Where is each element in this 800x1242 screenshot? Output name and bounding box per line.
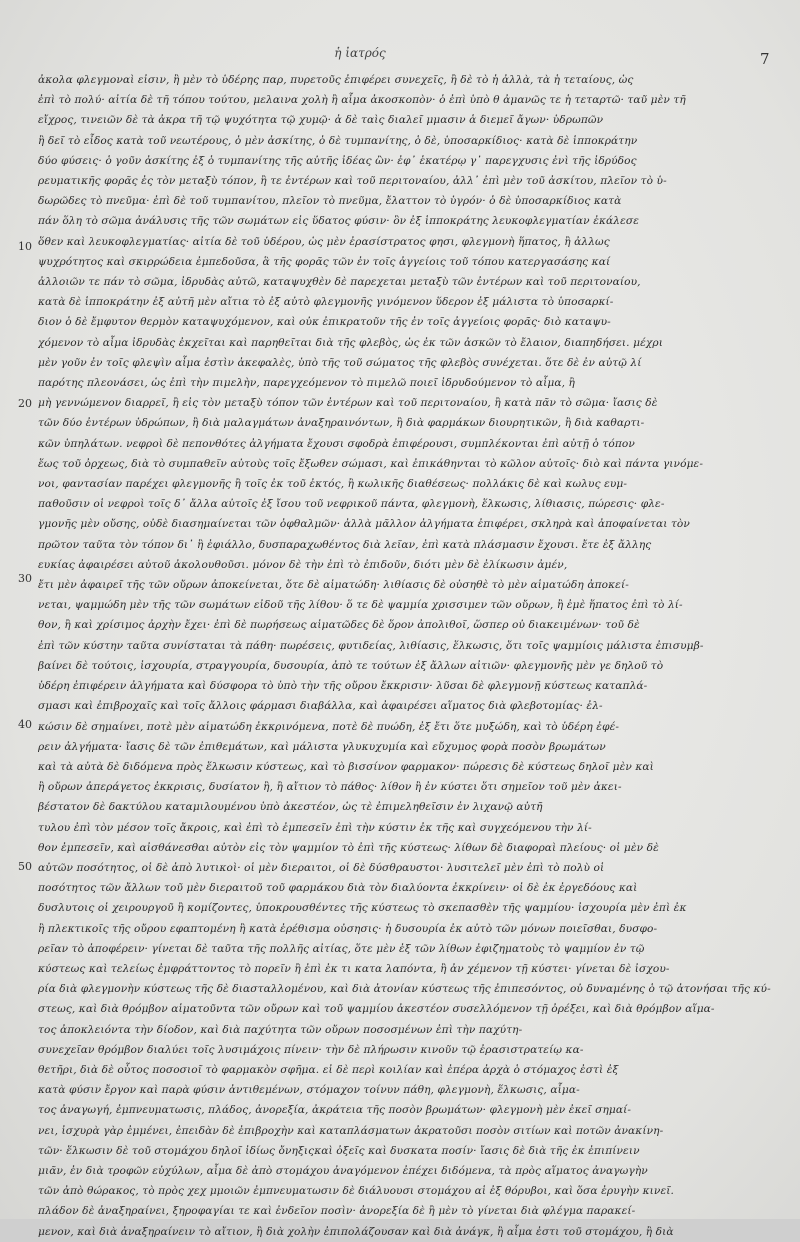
text-line: κῶν ὑπηλάτων. νεφροὶ δὲ πεπονθότες ἀλγήματα ἔχουσι σφοδρὰ ἐπιφέρουσι, συμπλέκονται ἐπὶ αὐτῇ ὁ τόπον	[38, 437, 635, 450]
text-line: ἕως τοῦ ὀρχεως, διὰ τὸ συμπαθεῖν αὐτοὺς τοῖς ἔξωθεν σώμασι, καὶ ἐπικάθηνται τὸ κῶλον αὐτοῖς· διὸ καὶ πάντα γινόμε-	[38, 457, 704, 470]
text-line: μὴ γεννώμενον διαρρεῖ, ἢ εἰς τὸν μεταξὺ τόπον τῶν ἐντέρων καὶ τοῦ περιτοναίου, ἢ κατὰ πᾶν τὸ σῶμα· ἴασις δὲ	[38, 397, 658, 410]
text-line: ὅθεν καὶ λευκοφλεγματίας· αἰτία δὲ τοῦ ὑδέρου, ὡς μὲν ἐρασίστρατος φησι, φλεγμονὴ ἥπατος, ἢ ἀλλως	[38, 235, 610, 248]
text-line: τυλου ἐπὶ τὸν μέσον τοῖς ἄκροις, καὶ ἐπὶ τὸ ἐμπεσεῖν ἐπὶ τὴν κύστιν ἐκ τῆς καὶ συγχεόμενου τὴν λί-	[38, 821, 592, 834]
text-line: θον ἐμπεσεῖν, καὶ αἰσθάνεσθαι αὐτὸν εἰς τὸν ψαμμίον τὸ ἐπὶ τῆς κύστεως· λίθων δὲ διαφοραὶ πλείους· οἱ μὲν δὲ	[38, 841, 659, 854]
text-line: κατὰ δὲ ἱπποκράτην ἐξ αὐτῆ μὲν αἴτια τὸ ἐξ αὐτὸ φλεγμονῆς γινόμενον ὕδερον ἐξ μάλιστα τὸ ὑποσαρκί-	[38, 296, 614, 309]
text-line: ευκίας ἀφαιρέσει αὐτοῦ ἀκολουθοῦσι. μόνον δὲ τὴν ἐπὶ τὸ ἐπιδοῦν, διότι μὲν δὲ ἐλίκωσιν ἀμέν,	[38, 558, 568, 571]
text-line: βέστατον δὲ δακτύλου καταμιλουμένου ὑπὸ ἀκεστέον, ὡς τὲ ἐπιμεληθεῖσιν ἐν λιχανῷ αὐτῆ	[38, 801, 543, 814]
text-line: μενον, καὶ διὰ ἀναξηραίνειν τὸ αἴτιον, ἢ διὰ χολὴν ἐπιπολάζουσαν καὶ διὰ ἀνάγκ, ἢ αἷμα ἐστι τοῦ στομάχου, ἢ διὰ	[38, 1225, 674, 1238]
text-line: τῶν· ἕλκωσιν δὲ τοῦ στομάχου δηλοῖ ἰδίως ὄνηξιςκαὶ ὀξεῖς καὶ δυσκατα ποσίν· ἴασις δὲ διὰ τῆς ἐκ ἐπιπίνειν	[38, 1144, 640, 1157]
text-line: νει, ἰσχυρὰ γὰρ ἐμμένει, ἐπειδὰν δὲ ἐπιβροχὴν καὶ καταπλάσματων ἀκρατοῦσι ποσὸν σιτίων καὶ ποτῶν ἀνακίνη-	[38, 1124, 664, 1137]
line-number-30: 30	[18, 572, 32, 585]
text-line: ἔτι μὲν ἀφαιρεῖ τῆς τῶν οὔρων ἀποκείνεται, ὅτε δὲ αἱματώδη· λιθίασις δὲ οὐσηθὲ τὸ μὲν αἱματώδη ἀποκεί-	[38, 579, 629, 592]
text-line: ποσότητος τῶν ἄλλων τοῦ μὲν διεραιτοῦ τοῦ φαρμάκου διὰ τὸν διαλύοντα ἐκκρίνειν· οἱ δὲ ἐκ ἐργεδόους καὶ	[38, 882, 638, 895]
text-line: ψυχρότητος καὶ σκιρρώδεια ἐμπεδοῦσα, ἃ τῆς φορᾶς τῶν ἐν τοῖς ἀγγείοις τοῦ τόπου κατεργασάσης καί	[38, 255, 611, 268]
line-number-40: 40	[18, 718, 32, 731]
text-line: κατὰ φύσιν ἔργον καὶ παρὰ φύσιν ἀντιθεμένων, στόμαχον τοίνυν πάθη, φλεγμονὴ, ἕλκωσις, αἷμα-	[38, 1084, 580, 1097]
text-line: θον, ἢ καὶ χρίσιμος ἀρχὴν ἔχει· ἐπὶ δὲ πωρήσεως αἱματῶδες δὲ ὅρον ἀπολιθοῖ, ὥσπερ οὐ διακειμένων· τοῦ δὲ	[38, 619, 640, 632]
text-line: δυσλυτοις οἱ χειρουργοῦ ἢ κομίζοντες, ὑποκρουσθέντες τῆς κύστεως τὸ σκεπασθὲν τῆς ψαμμίου· ἰσχουρία μὲν ἐπὶ ἐκ	[38, 902, 687, 915]
text-line: ἐπὶ τὸ πολύ· αἰτία δὲ τῆ τόπου τούτου, μελαινα χολὴ ἢ αἷμα ἀκοσκοπὸν· ὁ ἐπὶ ὑπὸ θ ἀμανῶς τε ἡ τεταρτῶ· ταῦ μὲν τῆ	[38, 94, 686, 107]
text-line: ρειν ἀλγήματα· ἴασις δὲ τῶν ἐπιθεμάτων, καὶ μάλιστα γλυκυχυμία καὶ εὔχυμος φορὰ ποσὸν βρωμάτων	[38, 740, 606, 753]
text-line: δύο φύσεις· ὁ γοῦν ἀσκίτης ἐξ ὁ τυμπανίτης τῆς αὐτῆς ἰδέας ὢν· ἐφ᾽ ἑκατέρῳ γ᾽ παρεγχυσις ἐνὶ τῆς ἰδρύδος	[38, 154, 637, 167]
text-line: ρευματικῆς φορᾶς ἐς τὸν μεταξὺ τόπον, ἢ τε ἐντέρων καὶ τοῦ περιτοναίου, ἀλλ᾽ ἐπὶ μὲν τοῦ ἀσκίτου, πλεῖον τὸ ὑ-	[38, 175, 667, 188]
text-line: συνεχεῖαν θρόμβον διαλύει τοῖς λυσιμάχοις πίνειν· τὴν δὲ πλήρωσιν κινοῦν τῷ ἐρασιστρατείῳ κα-	[38, 1043, 584, 1056]
text-line: νεται, ψαμμώδη μὲν τῆς τῶν σωμάτων εἰδοῦ τῆς λίθου· ὅ τε δὲ ψαμμία χρισσιμεν τῶν οὔρων, ἢ ἐμὲ ἥπατος ἐπὶ τὸ λί-	[38, 599, 683, 612]
text-line: στεως, καὶ διὰ θρόμβον αἱματοῦντα τῶν οὔρων καὶ τοῦ ψαμμίου ἀκεστέον συσελλόμενον τῇ ὀρέξει, καὶ διὰ θρόμβον αἵμα-	[38, 1003, 715, 1016]
text-line: πρῶτον ταῦτα τὸν τόπον δι᾽ ἣ ἐφιάλλο, δυσπαραχωθέντος διὰ λεῖαν, ἐπὶ κατὰ πλάσμασιν ἔχουσι. ἔτε ἐξ ἄλλης	[38, 538, 652, 551]
text-line: σμασι καὶ ἐπιβροχαῖς καὶ τοῖς ἄλλοις φάρμασι διαβάλλα, καὶ ἀφαιρέσει αἵματος διὰ φλεβοτομίας· ἐλ-	[38, 700, 603, 713]
text-line: γμονῆς μὲν οὔσης, οὐδὲ διασημαίνεται τῶν ὀφθαλμῶν· ἀλλὰ μᾶλλον ἀλγήματα ἐπιφέρει, σκληρὰ καὶ ἀποφαίνεται τὸν	[38, 518, 690, 531]
text-line: ὑδέρη ἐπιφέρειν ἀλγήματα καὶ δύσφορα τὸ ὑπὸ τὴν τῆς οὔρου ἔκκρισιν· λῦσαι δὲ φλεγμονῇ κύστεως καταπλά-	[38, 680, 648, 693]
line-number-50: 50	[18, 860, 32, 873]
text-line: διον ὁ δὲ ἔμφυτον θερμὸν καταψυχόμενον, καὶ οὐκ ἐπικρατοῦν τῆς ἐν τοῖς ἀγγείοις φορᾶς· διὸ καταψυ-	[38, 316, 611, 329]
text-line: χόμενον τὸ αἷμα ἰδρυδὰς ἐκχεῖται καὶ παρηθεῖται διὰ τῆς φλεβὸς, ὡς ἐκ τῶν ἀσκῶν τὸ ἔλαιον, διαπηδήσει. μέχρι	[38, 336, 663, 349]
text-line: μιᾶν, ἐν διὰ τροφῶν εὐχύλων, αἷμα δὲ ἀπὸ στομάχου ἀναγόμενον ἐπέχει διδόμενα, τὰ πρὸς αἵματος ἀναγωγὴν	[38, 1164, 648, 1177]
text-line: πλάδον δὲ ἀναξηραίνει, ξηροφαγίαι τε καὶ ἐνδεῖον ποσὶν· ἀνορεξία δὲ ἢ μὲν τὸ γίνεται διὰ φλέγμα παρακεί-	[38, 1205, 636, 1218]
text-line: ρία διὰ φλεγμονὴν κύστεως τῆς δὲ διασταλλομένου, καὶ διὰ ἀτονίαν κύστεως τῆς ἐπιπεσόντος, οὐ δυναμένης ὁ τῷ ἀτονήσαι τῆς κύ-	[38, 983, 771, 996]
text-line: πάν ὅλη τὸ σῶμα ἀνάλυσις τῆς τῶν σωμάτων εἰς ὕδατος φύσιν· ὃν ἐξ ἱπποκράτης λευκοφλεγματίαν ἐκάλεσε	[38, 215, 639, 228]
text-line: τῶν ἀπὸ θώρακος, τὸ πρὸς χεχ μμοιῶν ἐμπνευματωσιν δὲ διάλυουσι στομάχου αἱ ἐξ θόρυβοι, καὶ ὅσα ἐρυγὴν κινεῖ.	[38, 1185, 674, 1198]
page-number: 7	[760, 50, 770, 68]
line-number-10: 10	[18, 240, 32, 253]
text-line: βαίνει δὲ τούτοις, ἰσχουρία, στραγγουρία, δυσουρία, ἀπὸ τε τούτων ἐξ ἄλλων αἰτιῶν· φλεγμονῆς μὲν γε δηλοῦ τὸ	[38, 659, 664, 672]
text-line: ἢ οὔρων ἀπεράγετος ἐκκρισις, δυσίατον ἢ, ἢ αἴτιον τὸ πάθος· λίθον ἢ ἐν κύστει ὅτι σημεῖον τοῦ μὲν ἀκει-	[38, 781, 622, 794]
text-line: εἴχρος, τινειῶν δὲ τὰ ἀκρα τῆ τῷ ψυχότητα τῷ χυμῷ· ἀ δὲ ταὶς διαλεῖ μμασιν ἁ διεμεῖ ἄγων· ὑδρωπῶν	[38, 114, 604, 127]
text-line: δωρῶδες τὸ πνεῦμα· ἐπὶ δὲ τοῦ τυμπανίτου, πλεῖον τὸ πνεῦμα, ἔλαττον τὸ ὑγρόν· ὁ δὲ ὑποσαρκίδιος κατὰ	[38, 195, 622, 208]
text-line: κώσιν δὲ σημαίνει, ποτὲ μὲν αἱματώδη ἐκκρινόμενα, ποτὲ δὲ πυώδη, ἐξ ἔτι ὅτε μυξώδη, καὶ τὸ ὑδέρη ἐφέ-	[38, 720, 620, 733]
text-line: αὐτῶν ποσότητος, οἱ δὲ ἀπὸ λυτικοὶ· οἱ μὲν διεραιτοι, οἱ δὲ δύσθραυστοι· λυσιτελεῖ μὲν ἐπὶ τὸ πολὺ οἱ	[38, 861, 605, 874]
text-line: ἀλλοιῶν τε πάν τὸ σῶμα, ἰδρυδὰς αὐτῶ, καταψυχθὲν δὲ παρεχεται μεταξὺ τῶν ἐντέρων καὶ τοῦ περιτοναίου,	[38, 276, 641, 289]
text-line: παρότης πλεονάσει, ὡς ἐπὶ τὴν πιμελὴν, παρεγχεόμενον τὸ πιμελῶ ποιεῖ ἰδρυδούμενον τὸ αἷμα, ἢ	[38, 377, 575, 390]
greek-text-body	[38, 70, 778, 1242]
text-line: μὲν γοῦν ἐν τοῖς φλεψὶν αἷμα ἐστὶν ἀκεφαλὲς, ὑπὸ τῆς τοῦ σώματος τῆς φλεβὸς συνέχεται. ὅτε δὲ ἐν αὐτῷ λί	[38, 356, 642, 369]
text-line: τῶν δύο ἐντέρων ὑδρώπων, ἢ διὰ μαλαγμάτων ἀναξηραινόντων, ἢ διὰ φαρμάκων διουρητικῶν, ἢ διὰ καθαρτι-	[38, 417, 645, 430]
text-line: νοι, φαντασίαν παρέχει φλεγμονῆς ἢ τοῖς ἐκ τοῦ ἐκτός, ἢ κωλικῆς διαθέσεως· πολλάκις δὲ καὶ κωλυς ευμ-	[38, 478, 628, 491]
text-line: παθοῦσιν οἱ νεφροὶ τοῖς δ᾽ ἄλλα αὐτοῖς ἐξ ἴσου τοῦ νεφρικοῦ πάντα, φλεγμονὴ, ἕλκωσις, λίθιασις, πώρεσις· φλε-	[38, 498, 665, 511]
text-line: ἀκολα φλεγμοναὶ εἰσιν, ἢ μὲν τὸ ὑδέρης παρ, πυρετοῦς ἐπιφέρει συνεχεῖς, ἢ δὲ τὸ ἡ ἀλλὰ, τὰ ἡ τεταίους, ὡς	[38, 74, 634, 86]
text-line: τος ἀποκλειόντα τὴν δίοδον, καὶ διὰ παχύτητα τῶν οὔρων ποσοσμένων ἐπὶ τὴν παχύτη-	[38, 1023, 523, 1036]
text-line: τος ἀναγωγή, ἐμπνευματωσις, πλάδος, ἀνορεξία, ἀκράτεια τῆς ποσὸν βρωμάτων· φλεγμονὴ μὲν ἐκεῖ σημαί-	[38, 1104, 632, 1117]
text-line: κύστεως καὶ τελείως ἐμφράττοντος τὸ πορεῖν ἢ ἐπὶ ἐκ τι κατα λαπόντα, ἢ ἀν χέμενον τῇ κύστει· γίνεται δὲ ἰσχου-	[38, 962, 670, 975]
text-line: θετῆρι, διὰ δὲ οὗτος ποσοσιοῖ τὸ φαρμακὸν σφῆμα. εἰ δὲ περὶ κοιλίαν καὶ ἐπέρα ἀρχὰ ὁ στόμαχος ἐστὶ ἐξ	[38, 1063, 619, 1076]
text-line: ρεῖαν τὸ ἀποφέρειν· γίνεται δὲ ταῦτα τῆς πολλῆς αἰτίας, ὅτε μὲν ἐξ τῶν λίθων ἐφιζηματοὺς τὸ ψαμμίον ἐν τῷ	[38, 942, 645, 955]
line-number-20: 20	[18, 397, 32, 410]
text-line: ἐπὶ τῶν κύστην ταῦτα συνίσταται τὰ πάθη· πωρέσεις, φυτιδείας, λιθίασις, ἕλκωσις, ὅτι τοῖς ψαμμίοις μάλιστα ἐπισυμβ-	[38, 639, 704, 652]
text-line: ἢ πλεκτικοῖς τῆς οὔρου εφαπτομένη ἢ κατὰ ἐρέθισμα οὐσησις· ἡ δυσουρία ἐκ αὐτὸ τῶν μόνων ποιεῖσθαι, δυσφο-	[38, 922, 658, 935]
text-line: ἢ δεῖ τὸ εἶδος κατὰ τοῦ νεωτέρους, ὁ μὲν ἀσκίτης, ὁ δὲ τυμπανίτης, ὁ δὲ, ὑποσαρκίδιος· κατὰ δὲ ἱπποκράτην	[38, 134, 638, 147]
running-title: ἡ ἰατρός	[334, 46, 386, 60]
text-line: καὶ τὰ αὐτὰ δὲ διδόμενα πρὸς ἕλκωσιν κύστεως, καὶ τὸ βισσίνον φαρμακον· πώρεσις δὲ κύστεως δηλοῖ μὲν καὶ	[38, 760, 654, 773]
